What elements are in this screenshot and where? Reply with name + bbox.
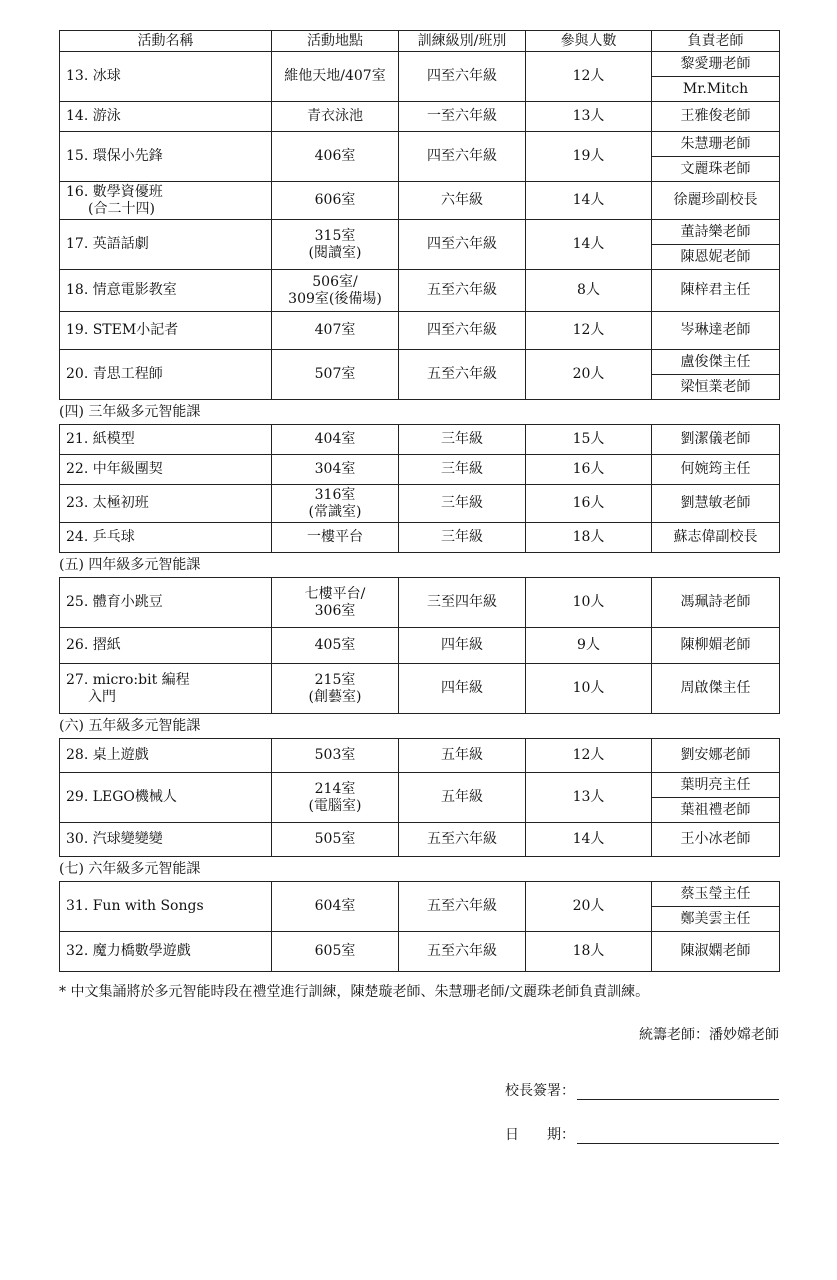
- table-row: [60, 485, 780, 523]
- location-cell: [272, 52, 399, 102]
- activity-name-cell: [60, 425, 272, 455]
- activity-name-cell: [60, 350, 272, 400]
- teacher-cell: 劉慧敏老師: [652, 485, 780, 523]
- location: 青衣泳池: [307, 108, 363, 124]
- table-row: [60, 52, 780, 77]
- location: 七樓平台/: [304, 585, 366, 602]
- level-cell: 一至六年級: [399, 102, 526, 132]
- activity-name: 20. 青思工程師: [66, 366, 163, 382]
- activity-name: 21. 紙模型: [66, 431, 135, 447]
- participants-cell: 14人: [526, 182, 652, 220]
- level-cell: 六年級: [399, 182, 526, 220]
- level-cell: 三年級: [399, 455, 526, 485]
- teacher-cell: 葉明亮主任: [652, 773, 780, 798]
- teacher-cell: 文麗珠老師: [652, 157, 780, 182]
- participants-cell: 12人: [526, 312, 652, 350]
- level-cell: 五年級: [399, 773, 526, 823]
- table-body-block1: [60, 52, 780, 400]
- location-cell: [272, 664, 399, 714]
- location-cell: [272, 823, 399, 857]
- document: [59, 30, 779, 1144]
- location-line2: 306室: [314, 602, 356, 619]
- activity-name: 27. micro:bit 編程: [66, 671, 190, 688]
- section-heading-grade3: (四) 三年級多元智能課: [59, 404, 201, 420]
- activity-name: 15. 環保小先鋒: [66, 148, 163, 164]
- teacher-cell: 梁恒業老師: [652, 375, 780, 400]
- participants-cell: 16人: [526, 485, 652, 523]
- activity-name-cell: [60, 270, 272, 312]
- activity-name: 23. 太極初班: [66, 495, 149, 511]
- participants-cell: 18人: [526, 523, 652, 553]
- table-row: [60, 270, 780, 312]
- principal-signature-row: [59, 1080, 779, 1100]
- location: 405室: [314, 637, 356, 653]
- activity-name-cell: [60, 578, 272, 628]
- level-cell: 五至六年級: [399, 932, 526, 972]
- teacher-cell: 王小冰老師: [652, 823, 780, 857]
- table-body-block4: [60, 739, 780, 857]
- location-cell: [272, 350, 399, 400]
- teacher-cell: 陳柳媚老師: [652, 628, 780, 664]
- participants-cell: 20人: [526, 882, 652, 932]
- activity-name: 16. 數學資優班: [66, 183, 163, 200]
- location: 503室: [314, 747, 356, 763]
- activity-name: 29. LEGO機械人: [66, 789, 177, 805]
- activity-name: 22. 中年級團契: [66, 461, 163, 477]
- level-cell: 五至六年級: [399, 823, 526, 857]
- location: 505室: [314, 831, 356, 847]
- teacher-cell: 朱慧珊老師: [652, 132, 780, 157]
- date-row: [59, 1124, 779, 1144]
- location: 316室: [314, 486, 356, 503]
- location-cell: [272, 523, 399, 553]
- level-cell: 四至六年級: [399, 220, 526, 270]
- location-line2: 309室(後備場): [288, 290, 382, 307]
- activity-name: 25. 體育小跳豆: [66, 594, 163, 610]
- participants-cell: 10人: [526, 578, 652, 628]
- participants-cell: 19人: [526, 132, 652, 182]
- location: 506室/: [312, 273, 358, 290]
- activity-name-cell: [60, 102, 272, 132]
- table-row: [60, 102, 780, 132]
- location-cell: [272, 578, 399, 628]
- coordinator-line: 統籌老師：潘妙嫦老師: [639, 1027, 779, 1043]
- level-cell: 三年級: [399, 523, 526, 553]
- activity-name: 24. 乒乓球: [66, 529, 135, 545]
- teacher-cell: 陳梓君主任: [652, 270, 780, 312]
- activity-name: 14. 游泳: [66, 108, 121, 124]
- table-row: [60, 664, 780, 714]
- location: 507室: [314, 366, 356, 382]
- table-body-block5: [60, 882, 780, 972]
- location-cell: [272, 628, 399, 664]
- date-label-b: 期：: [547, 1127, 575, 1143]
- location-cell: [272, 882, 399, 932]
- participants-cell: 13人: [526, 102, 652, 132]
- header-activity-name: 活動名稱: [60, 31, 272, 52]
- teacher-cell: 周啟傑主任: [652, 664, 780, 714]
- teacher-cell: 馮珮詩老師: [652, 578, 780, 628]
- date-label-a: 日: [505, 1127, 519, 1143]
- activity-name-cell: [60, 882, 272, 932]
- activity-name-cell: [60, 132, 272, 182]
- participants-cell: 14人: [526, 823, 652, 857]
- principal-signature-line[interactable]: [577, 1081, 779, 1100]
- participants-cell: 18人: [526, 932, 652, 972]
- section-heading-grade4: (五) 四年級多元智能課: [59, 557, 201, 573]
- activity-name-cell: [60, 664, 272, 714]
- activity-table-grade6: [59, 881, 780, 972]
- table-row: [60, 823, 780, 857]
- participants-cell: 13人: [526, 773, 652, 823]
- activity-name-cell: [60, 182, 272, 220]
- table-row: [60, 523, 780, 553]
- level-cell: 五至六年級: [399, 882, 526, 932]
- activity-name-cell: [60, 52, 272, 102]
- level-cell: 四至六年級: [399, 132, 526, 182]
- table-row: [60, 739, 780, 773]
- activity-name: 30. 汽球變變變: [66, 831, 163, 847]
- location-cell: [272, 455, 399, 485]
- header-teacher: 負責老師: [652, 31, 780, 52]
- activity-name: 18. 情意電影教室: [66, 282, 177, 298]
- teacher-cell: 王雅俊老師: [652, 102, 780, 132]
- activity-name-cell: [60, 455, 272, 485]
- location: 315室: [314, 227, 356, 244]
- activity-table-main: [59, 30, 780, 400]
- location: 304室: [314, 461, 356, 477]
- level-cell: 五至六年級: [399, 350, 526, 400]
- location-cell: [272, 773, 399, 823]
- location: 404室: [314, 431, 356, 447]
- table-body-block2: [60, 425, 780, 553]
- activity-name-cell: [60, 485, 272, 523]
- location-line2: (電腦室): [308, 797, 362, 814]
- location-line2: (閱讀室): [308, 244, 362, 261]
- activity-table-grade5: [59, 738, 780, 857]
- level-cell: 四至六年級: [399, 312, 526, 350]
- header-participants: 參與人數: [526, 31, 652, 52]
- table-row: [60, 455, 780, 485]
- table-row: [60, 628, 780, 664]
- participants-cell: 14人: [526, 220, 652, 270]
- teacher-cell: 黎愛珊老師: [652, 52, 780, 77]
- table-row: [60, 350, 780, 375]
- participants-cell: 9人: [526, 628, 652, 664]
- location-cell: [272, 132, 399, 182]
- activity-name-cell: [60, 523, 272, 553]
- activity-name-cell: [60, 773, 272, 823]
- participants-cell: 15人: [526, 425, 652, 455]
- participants-cell: 8人: [526, 270, 652, 312]
- participants-cell: 12人: [526, 739, 652, 773]
- location-cell: [272, 102, 399, 132]
- location: 214室: [314, 780, 356, 797]
- date-line[interactable]: [577, 1125, 779, 1144]
- header-level: 訓練級別/班別: [399, 31, 526, 52]
- level-cell: 四年級: [399, 628, 526, 664]
- location-cell: [272, 485, 399, 523]
- teacher-cell: 何婉筠主任: [652, 455, 780, 485]
- teacher-cell: 劉安娜老師: [652, 739, 780, 773]
- teacher-cell: Mr.Mitch: [652, 77, 780, 102]
- location: 605室: [314, 943, 356, 959]
- activity-name: 19. STEM小記者: [66, 322, 179, 338]
- section-heading-grade5: (六) 五年級多元智能課: [59, 718, 201, 734]
- teacher-cell: 董詩樂老師: [652, 220, 780, 245]
- location: 407室: [314, 322, 356, 338]
- activity-name-cell: [60, 628, 272, 664]
- table-header-row: [60, 31, 780, 52]
- table-row: [60, 882, 780, 907]
- level-cell: 四年級: [399, 664, 526, 714]
- table-row: [60, 425, 780, 455]
- activity-name-cell: [60, 823, 272, 857]
- activity-name-line2: 入門: [88, 688, 116, 705]
- table-row: [60, 773, 780, 798]
- level-cell: 四至六年級: [399, 52, 526, 102]
- activity-name: 26. 摺紙: [66, 637, 121, 653]
- activity-name: 17. 英語話劇: [66, 236, 149, 252]
- activity-name-line2: (合二十四): [88, 200, 155, 217]
- principal-signature-label: 校長簽署：: [505, 1083, 575, 1099]
- table-row: [60, 220, 780, 245]
- teacher-cell: 陳淑嫻老師: [652, 932, 780, 972]
- activity-name: 31. Fun with Songs: [66, 898, 204, 914]
- level-cell: 三年級: [399, 485, 526, 523]
- table-row: [60, 182, 780, 220]
- activity-table-grade4: [59, 577, 780, 714]
- location: 606室: [314, 192, 356, 208]
- activity-name-cell: [60, 220, 272, 270]
- teacher-cell: 鄭美雲主任: [652, 907, 780, 932]
- teacher-cell: 岑琳達老師: [652, 312, 780, 350]
- level-cell: 三至四年級: [399, 578, 526, 628]
- teacher-cell: 盧俊傑主任: [652, 350, 780, 375]
- location-line2: (創藝室): [308, 688, 362, 705]
- location-cell: [272, 182, 399, 220]
- location-cell: [272, 739, 399, 773]
- teacher-cell: 陳恩妮老師: [652, 245, 780, 270]
- location-cell: [272, 220, 399, 270]
- footnote: * 中文集誦將於多元智能時段在禮堂進行訓練，陳楚璇老師、朱慧珊老師/文麗珠老師負責訓練。: [59, 984, 650, 1000]
- location-line2: (常識室): [308, 503, 362, 520]
- location-cell: [272, 932, 399, 972]
- location: 一樓平台: [307, 529, 363, 545]
- activity-table-grade3: [59, 424, 780, 553]
- location-cell: [272, 425, 399, 455]
- location: 604室: [314, 898, 356, 914]
- header-location: 活動地點: [272, 31, 399, 52]
- teacher-cell: 徐麗珍副校長: [652, 182, 780, 220]
- table-row: [60, 132, 780, 157]
- section-heading-grade6: (七) 六年級多元智能課: [59, 861, 201, 877]
- participants-cell: 16人: [526, 455, 652, 485]
- activity-name-cell: [60, 312, 272, 350]
- participants-cell: 10人: [526, 664, 652, 714]
- date-label: [505, 1124, 575, 1144]
- table-body-block3: [60, 578, 780, 714]
- activity-name: 32. 魔力橋數學遊戲: [66, 943, 191, 959]
- teacher-cell: 蔡玉瑩主任: [652, 882, 780, 907]
- level-cell: 五年級: [399, 739, 526, 773]
- location: 維他天地/407室: [284, 68, 386, 84]
- table-row: [60, 312, 780, 350]
- teacher-cell: 劉潔儀老師: [652, 425, 780, 455]
- participants-cell: 20人: [526, 350, 652, 400]
- teacher-cell: 蘇志偉副校長: [652, 523, 780, 553]
- location-cell: [272, 270, 399, 312]
- location: 215室: [314, 671, 356, 688]
- teacher-cell: 葉祖禮老師: [652, 798, 780, 823]
- location-cell: [272, 312, 399, 350]
- table-row: [60, 578, 780, 628]
- activity-name-cell: [60, 739, 272, 773]
- activity-name-cell: [60, 932, 272, 972]
- location: 406室: [314, 148, 356, 164]
- participants-cell: 12人: [526, 52, 652, 102]
- level-cell: 三年級: [399, 425, 526, 455]
- level-cell: 五至六年級: [399, 270, 526, 312]
- table-row: [60, 932, 780, 972]
- activity-name: 28. 桌上遊戲: [66, 747, 149, 763]
- activity-name: 13. 冰球: [66, 68, 121, 84]
